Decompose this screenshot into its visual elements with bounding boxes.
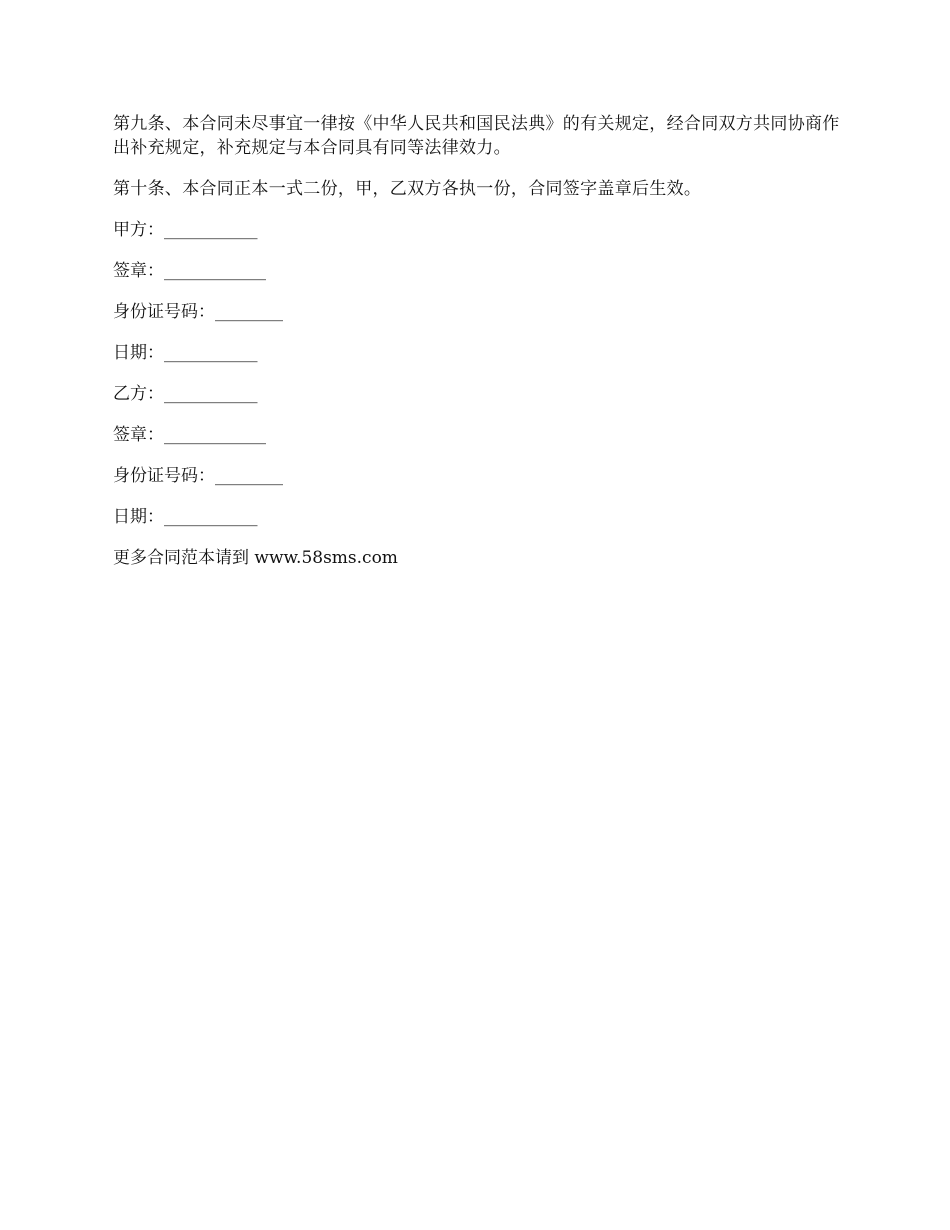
party-a-id-line: 身份证号码：________ <box>113 302 283 322</box>
party-b-name-line: 乙方：___________ <box>113 384 258 404</box>
footer-text: 更多合同范本请到 www.58sms.com <box>113 548 398 568</box>
clause-nine: 第九条、本合同未尽事宜一律按《中华人民共和国民法典》的有关规定，经合同双方共同协商作出补充规定，补充规定与本合同具有同等法律效力。 <box>113 114 840 158</box>
clause-ten: 第十条、本合同正本一式二份，甲，乙双方各执一份，合同签字盖章后生效。 <box>113 179 702 199</box>
party-b-date-line: 日期：___________ <box>113 507 258 527</box>
party-a-name-line: 甲方：___________ <box>113 220 258 240</box>
party-b-id-line: 身份证号码：________ <box>113 466 283 486</box>
party-b-seal-line: 签章：____________ <box>113 425 266 445</box>
document-body <box>113 112 843 587</box>
party-a-date-line: 日期：___________ <box>113 343 258 363</box>
party-a-seal-line: 签章：____________ <box>113 261 266 281</box>
